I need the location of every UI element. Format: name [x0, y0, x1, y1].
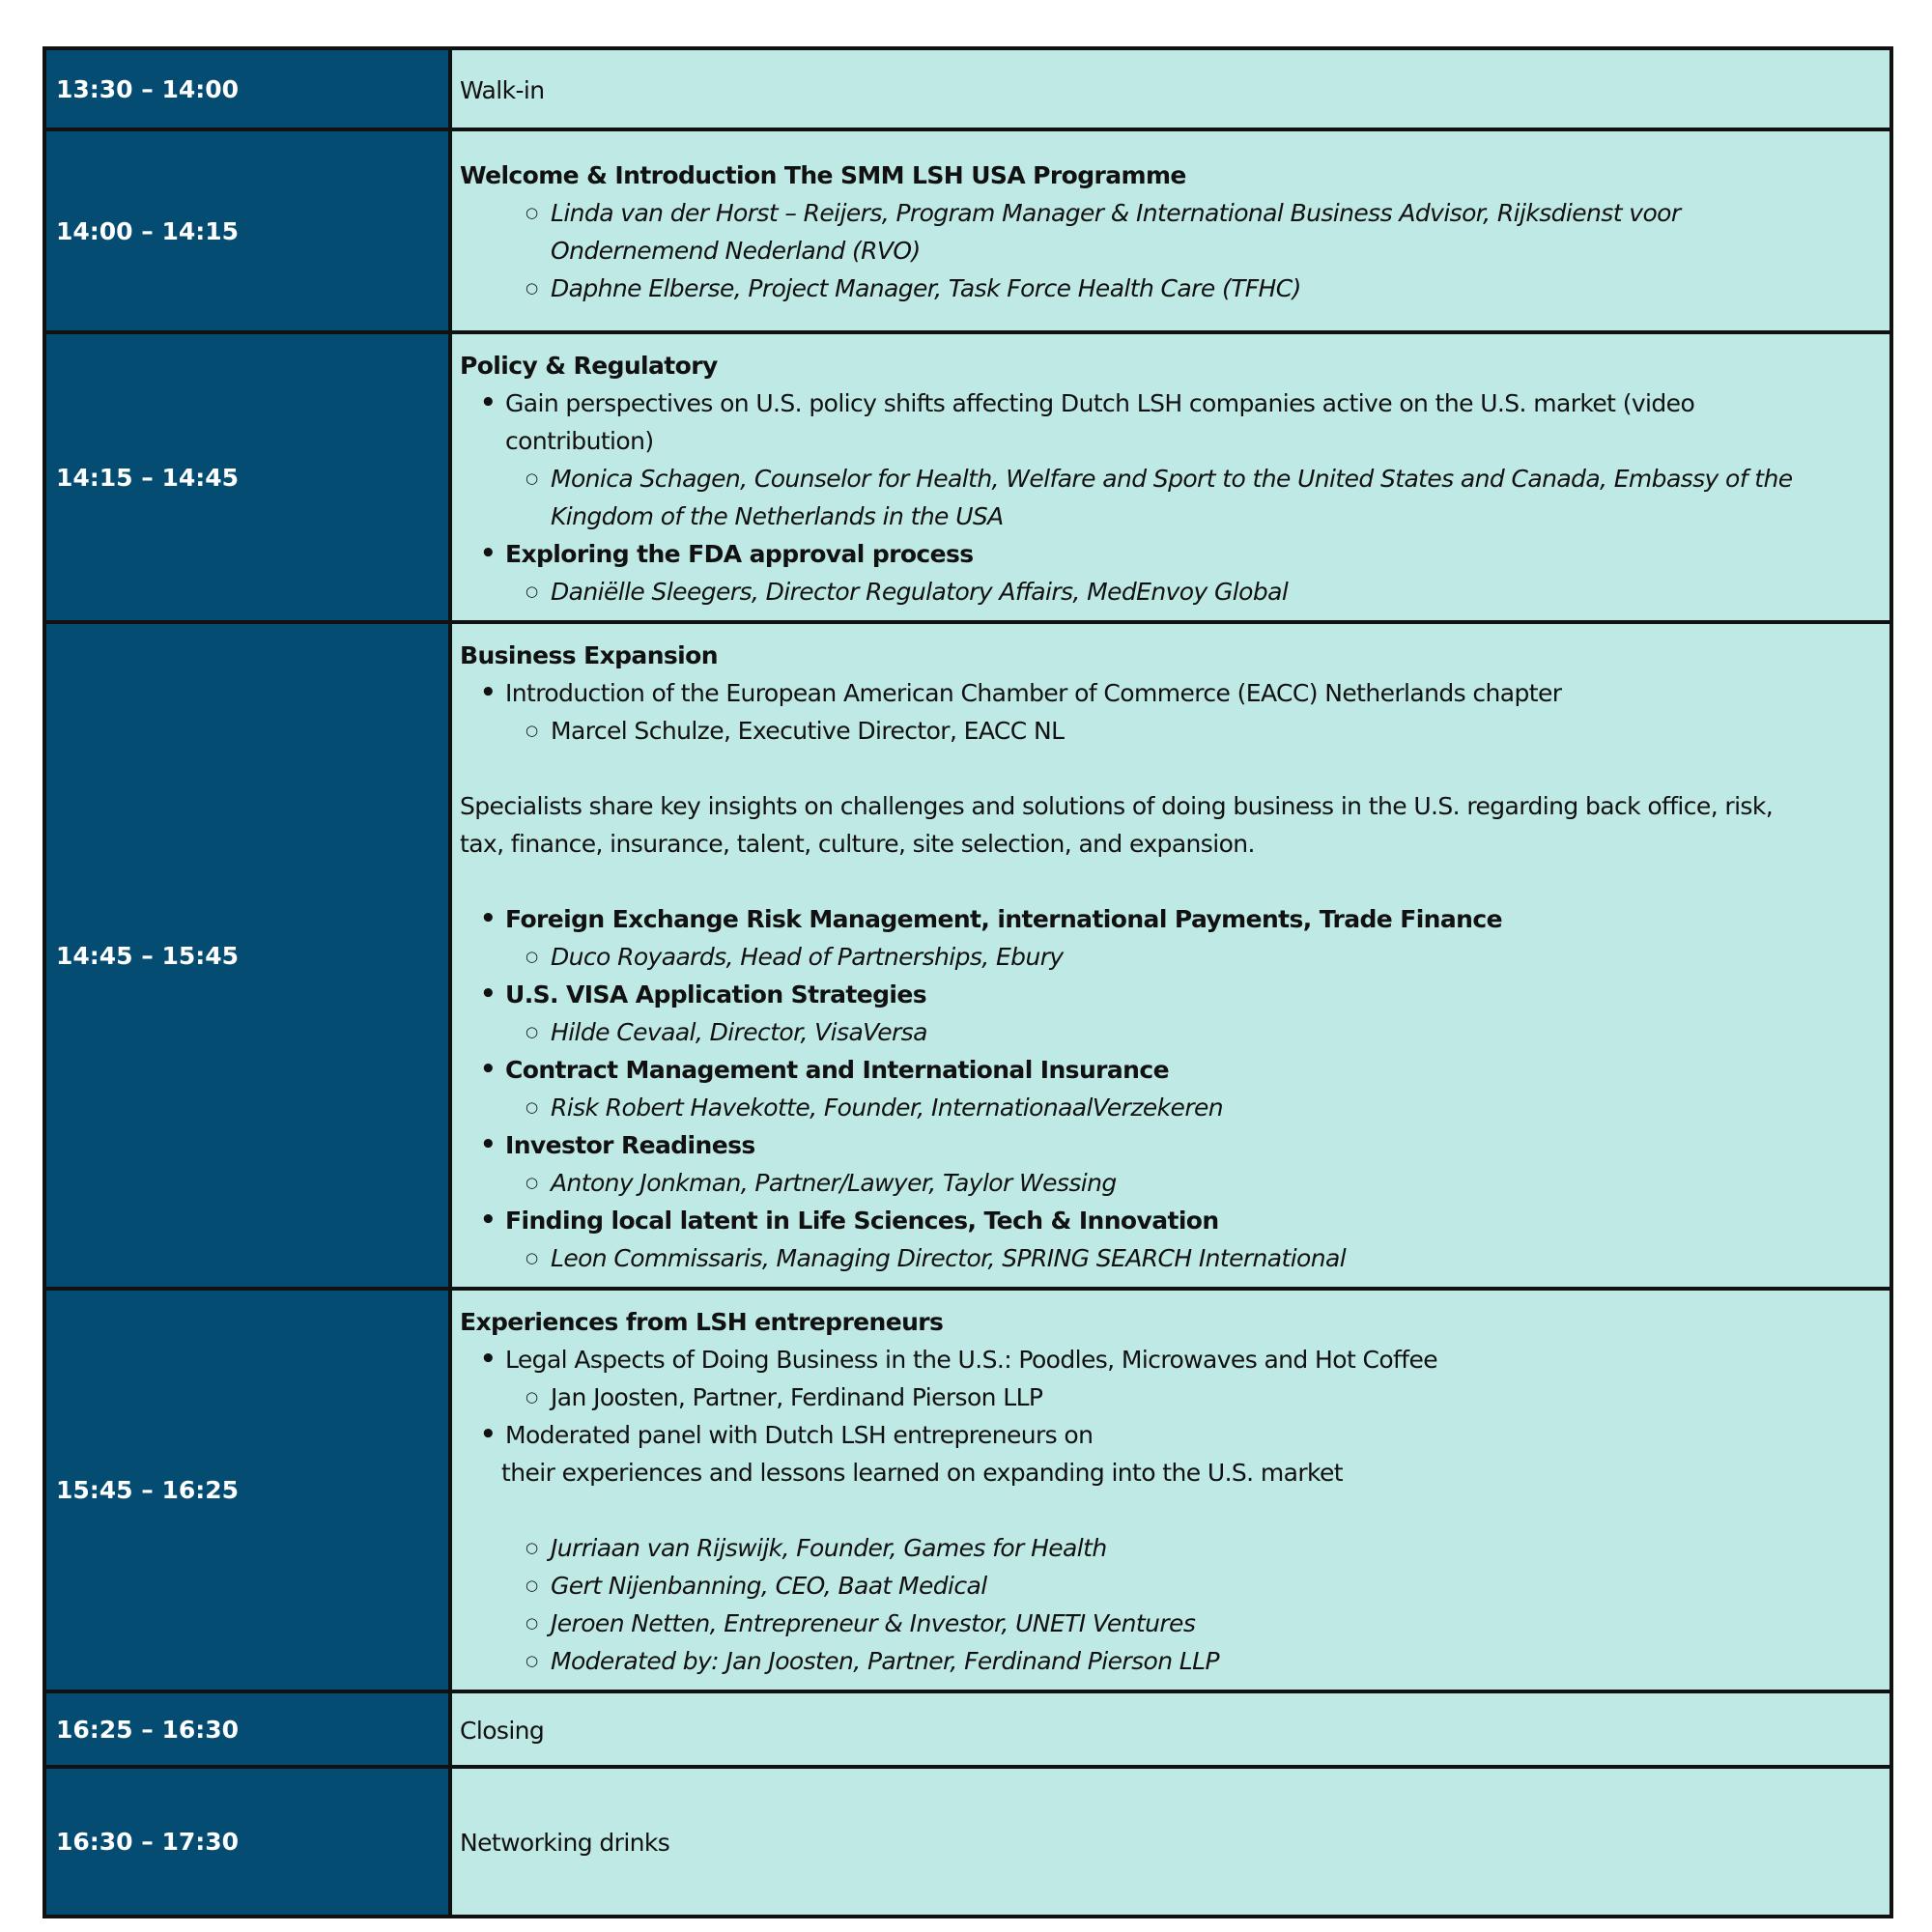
speaker-item: ○ Daniëlle Sleegers, Director Regulatory Affairs, MedEnvoy Global: [460, 573, 1882, 611]
bullet-item: • Moderated panel with Dutch LSH entrepreneurs on: [460, 1416, 1882, 1454]
time-label: 14:00 – 14:15: [56, 216, 240, 245]
bullet-item: • U.S. VISA Application Strategies: [460, 976, 1882, 1013]
bullet-item: • Exploring the FDA approval process: [460, 535, 1882, 573]
session-text: Walk-in: [460, 75, 545, 104]
time-slot: [44, 1767, 450, 1917]
speaker-item: ○ Moderated by: Jan Joosten, Partner, Ferdinand Pierson LLP: [460, 1642, 1882, 1680]
speaker-item: ○ Antony Jonkman, Partner/Lawyer, Taylor Wessing: [460, 1164, 1882, 1202]
session-heading: Business Expansion: [460, 640, 718, 669]
speaker-item: ○ Linda van der Horst – Reijers, Program Manager & International Business Advisor, Rijksdienst voor: [460, 194, 1882, 232]
time-label: 14:45 – 15:45: [56, 941, 240, 970]
speaker-item: ○ Daphne Elberse, Project Manager, Task Force Health Care (TFHC): [460, 270, 1882, 307]
time-slot: [44, 1691, 450, 1767]
session-details: [450, 622, 1891, 1289]
spacer: [460, 750, 1882, 787]
agenda-row: [44, 332, 1891, 622]
time-label: 14:15 – 14:45: [56, 463, 240, 492]
agenda-table: [43, 46, 1893, 1918]
bullet-item: • Contract Management and International Insurance: [460, 1051, 1882, 1089]
agenda-body: [44, 48, 1891, 1917]
time-slot: [44, 1289, 450, 1691]
session-details: [450, 1289, 1891, 1691]
time-slot: [44, 622, 450, 1289]
agenda-row: [44, 48, 1891, 129]
session-details: [450, 1767, 1891, 1917]
time-label: 16:25 – 16:30: [56, 1715, 240, 1744]
time-slot: [44, 48, 450, 129]
bullet-item-continued: contribution): [505, 426, 654, 455]
session-details: [450, 48, 1891, 129]
agenda-row: [44, 1691, 1891, 1767]
speaker-item: ○ Leon Commissaris, Managing Director, SPRING SEARCH International: [460, 1239, 1882, 1277]
session-details: [450, 332, 1891, 622]
speaker-item: ○ Duco Royaards, Head of Partnerships, Ebury: [460, 938, 1882, 976]
agenda-row: [44, 1767, 1891, 1917]
speaker-item: ○ Hilde Cevaal, Director, VisaVersa: [460, 1013, 1882, 1051]
spacer: [460, 1492, 1882, 1529]
time-label: 13:30 – 14:00: [56, 74, 240, 103]
bullet-item: • Legal Aspects of Doing Business in the U.S.: Poodles, Microwaves and Hot Coffee: [460, 1341, 1882, 1378]
bullet-item: • Finding local latent in Life Sciences, Tech & Innovation: [460, 1202, 1882, 1239]
time-label: 16:30 – 17:30: [56, 1828, 240, 1856]
speaker-item: ○ Jurriaan van Rijswijk, Founder, Games for Health: [460, 1529, 1882, 1567]
speaker-item-continued: Ondernemend Nederland (RVO): [551, 237, 921, 265]
bullet-item: • Investor Readiness: [460, 1126, 1882, 1164]
session-heading: Policy & Regulatory: [460, 351, 718, 380]
bullet-item: • Foreign Exchange Risk Management, international Payments, Trade Finance: [460, 900, 1882, 938]
time-slot: [44, 129, 450, 332]
session-details: [450, 129, 1891, 332]
bullet-item: • Introduction of the European American Chamber of Commerce (EACC) Netherlands chapter: [460, 674, 1882, 712]
bullet-item: • Gain perspectives on U.S. policy shifts affecting Dutch LSH companies active on the U.S. market (video: [460, 384, 1882, 422]
time-slot: [44, 332, 450, 622]
time-label: 15:45 – 16:25: [56, 1476, 240, 1504]
speaker-item: ○ Gert Nijenbanning, CEO, Baat Medical: [460, 1567, 1882, 1605]
speaker-item: ○ Marcel Schulze, Executive Director, EACC NL: [460, 712, 1882, 750]
indented-text: their experiences and lessons learned on expanding into the U.S. market: [501, 1458, 1343, 1487]
session-heading: Experiences from LSH entrepreneurs: [460, 1307, 944, 1336]
speaker-item: ○ Risk Robert Havekotte, Founder, InternationaalVerzekeren: [460, 1089, 1882, 1126]
spacer: [460, 863, 1882, 900]
speaker-item: ○ Monica Schagen, Counselor for Health, Welfare and Sport to the United States and Canada, Embassy of the: [460, 460, 1882, 497]
session-heading: Welcome & Introduction The SMM LSH USA Programme: [460, 161, 1186, 189]
agenda-row: [44, 1289, 1891, 1691]
session-details: [450, 1691, 1891, 1767]
speaker-item: ○ Jeroen Netten, Entrepreneur & Investor, UNETI Ventures: [460, 1605, 1882, 1642]
agenda-row: [44, 129, 1891, 332]
session-text: Specialists share key insights on challenges and solutions of doing business in the U.S. regarding back office, risk,: [460, 791, 1774, 820]
session-text: Networking drinks: [460, 1829, 670, 1857]
agenda-row: [44, 622, 1891, 1289]
session-text: Closing: [460, 1716, 545, 1745]
session-text: tax, finance, insurance, talent, culture, site selection, and expansion.: [460, 829, 1255, 858]
speaker-item: ○ Jan Joosten, Partner, Ferdinand Pierson LLP: [460, 1378, 1882, 1416]
speaker-item-continued: Kingdom of the Netherlands in the USA: [551, 501, 1004, 530]
